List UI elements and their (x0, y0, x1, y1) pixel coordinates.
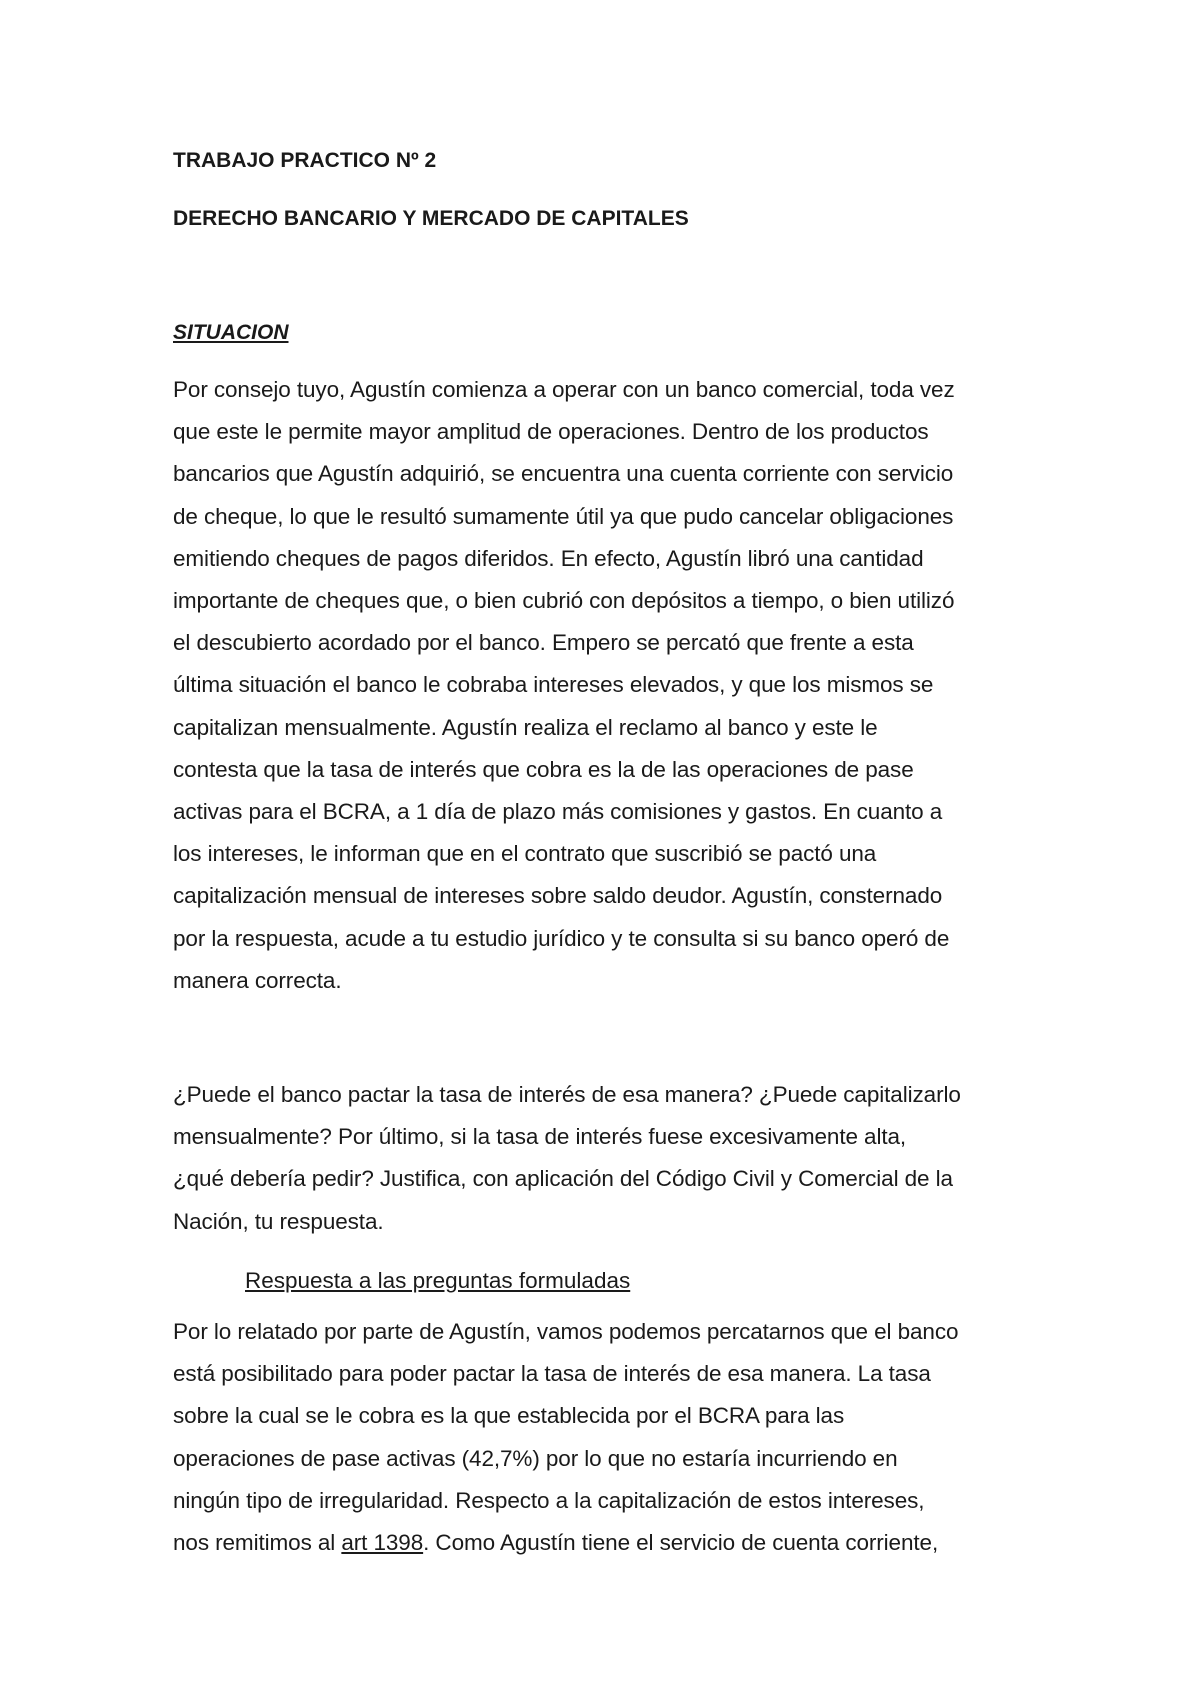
question-paragraph (173, 1074, 1043, 1243)
paragraph-line: está posibilitado para poder pactar la tasa de interés de esa manera. La tasa (173, 1361, 931, 1387)
situation-paragraph (173, 369, 1043, 1002)
paragraph-line: Por lo relatado por parte de Agustín, vamos podemos percatarnos que el banco (173, 1319, 959, 1344)
paragraph-line: ningún tipo de irregularidad. Respecto a la capitalización de estos intereses, (173, 1487, 925, 1513)
paragraph-line: el descubierto acordado por el banco. Empero se percató que frente a esta (173, 630, 914, 656)
paragraph-line: bancarios que Agustín adquirió, se encuentra una cuenta corriente con servicio (173, 461, 954, 487)
paragraph-line: de cheque, lo que le resultó sumamente útil ya que pudo cancelar obligaciones (173, 503, 954, 529)
line-suffix: . Como Agustín tiene el servicio de cuenta corriente, (423, 1530, 939, 1556)
paragraph-line: capitalizan mensualmente. Agustín realiza el reclamo al banco y este le (173, 714, 878, 740)
paragraph-line: Nación, tu respuesta. (173, 1208, 384, 1234)
paragraph-line: manera correcta. (173, 967, 342, 993)
paragraph-line: activas para el BCRA, a 1 día de plazo más comisiones y gastos. En cuanto a (173, 799, 943, 825)
section-heading-situacion: SITUACION (173, 321, 289, 344)
paragraph-line: ¿Puede el banco pactar la tasa de interés de esa manera? ¿Puede capitalizarlo (173, 1082, 961, 1107)
article-link[interactable]: art 1398 (341, 1530, 424, 1556)
paragraph-line: capitalización mensual de intereses sobre saldo deudor. Agustín, consternado (173, 883, 943, 909)
paragraph-line: Por consejo tuyo, Agustín comienza a operar con un banco comercial, toda vez (173, 377, 955, 402)
document-title: TRABAJO PRACTICO Nº 2 (173, 149, 437, 172)
answer-heading: Respuesta a las preguntas formuladas (245, 1268, 631, 1293)
paragraph-line: que este le permite mayor amplitud de operaciones. Dentro de los productos (173, 419, 929, 445)
answer-paragraph (173, 1311, 1043, 1564)
paragraph-line: última situación el banco le cobraba intereses elevados, y que los mismos se (173, 672, 934, 698)
paragraph-line: emitiendo cheques de pagos diferidos. En efecto, Agustín libró una cantidad (173, 545, 924, 571)
paragraph-line: sobre la cual se le cobra es la que establecida por el BCRA para las (173, 1403, 845, 1429)
paragraph-line (173, 1522, 1043, 1564)
document-subtitle: DERECHO BANCARIO Y MERCADO DE CAPITALES (173, 207, 689, 230)
paragraph-line: contesta que la tasa de interés que cobra es la de las operaciones de pase (173, 756, 914, 782)
paragraph-line: operaciones de pase activas (42,7%) por lo que no estaría incurriendo en (173, 1445, 898, 1471)
paragraph-line: los intereses, le informan que en el contrato que suscribió se pactó una (173, 841, 877, 867)
paragraph-line: importante de cheques que, o bien cubrió con depósitos a tiempo, o bien utilizó (173, 588, 955, 614)
line-prefix: nos remitimos al (173, 1530, 342, 1556)
paragraph-line: por la respuesta, acude a tu estudio jurídico y te consulta si su banco operó de (173, 925, 950, 951)
paragraph-line: mensualmente? Por último, si la tasa de interés fuese excesivamente alta, (173, 1124, 907, 1150)
paragraph-line: ¿qué debería pedir? Justifica, con aplicación del Código Civil y Comercial de la (173, 1166, 953, 1192)
